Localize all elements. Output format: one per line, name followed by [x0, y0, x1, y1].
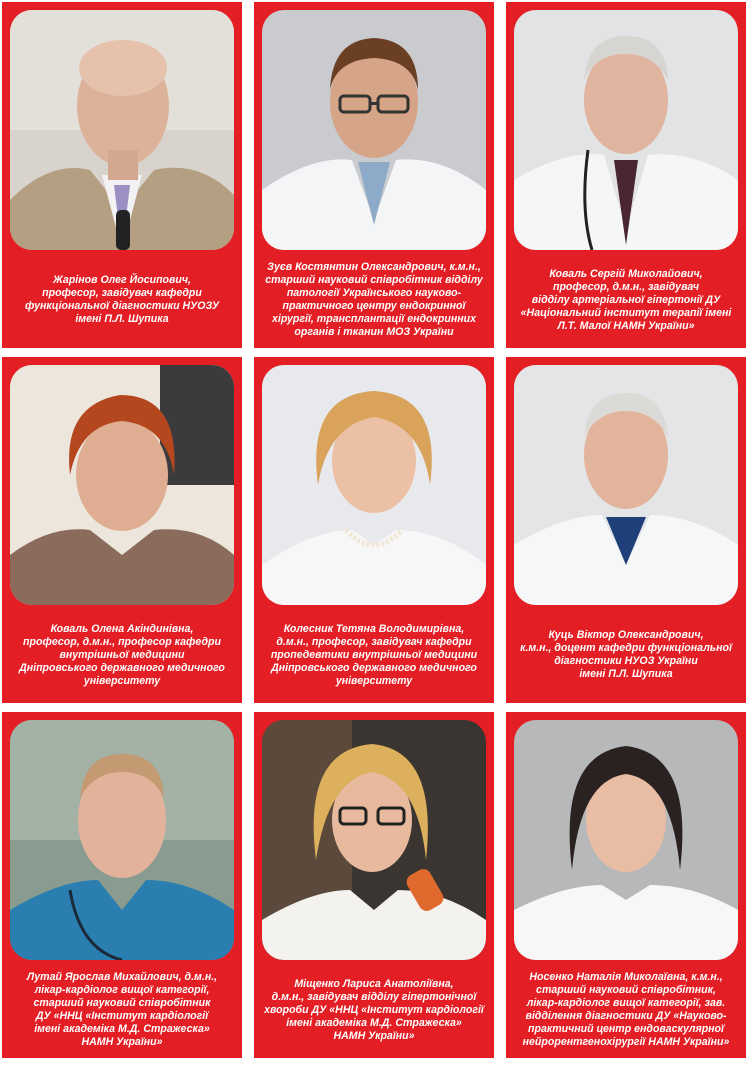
speaker-text-1 — [25, 274, 219, 326]
speaker-caption-6 — [516, 613, 736, 697]
speaker-photo-1 — [10, 10, 234, 250]
speaker-card-1 — [2, 2, 242, 348]
speaker-line: д.м.н., професор, завідувач кафедри — [276, 635, 472, 648]
speaker-caption-2 — [264, 258, 484, 342]
speaker-text-4 — [19, 623, 225, 688]
speaker-line: Л.Т. Малої НАМН України» — [557, 319, 695, 332]
speaker-line: професор, д.м.н., професор кафедри — [23, 635, 221, 648]
speaker-line: практичного центру ендокринної — [282, 300, 466, 312]
speaker-photo-7 — [10, 720, 234, 960]
speaker-line: хвороби ДУ «ННЦ «Інститут кардіології — [264, 1003, 484, 1016]
speaker-line: відділу артеріальної гіпертонії ДУ — [531, 293, 721, 306]
speaker-card-5 — [254, 357, 494, 703]
speaker-caption-1 — [12, 258, 232, 342]
speaker-line: внутрішньої медицини — [59, 648, 185, 661]
speaker-line: функціональної діагностики НУОЗУ — [24, 300, 220, 312]
speaker-text-2 — [265, 261, 483, 339]
speaker-line: Коваль Сергій Миколайович, — [549, 267, 703, 280]
speaker-photo-5 — [262, 365, 486, 605]
speaker-line: Колесник Тетяна Володимирівна, — [283, 622, 465, 635]
speaker-line: старший науковий співробітник відділу — [265, 274, 483, 286]
speaker-line: Зуєв Костянтин Олександрович, к.м.н., — [267, 261, 481, 273]
speaker-photo-4 — [10, 365, 234, 605]
speaker-line: НАМН України» — [81, 1036, 163, 1048]
speaker-line: імені П.Л. Шупика — [75, 313, 169, 325]
speaker-caption-3 — [516, 258, 736, 342]
speaker-card-7 — [2, 712, 242, 1058]
speaker-card-3 — [506, 2, 746, 348]
speaker-text-9 — [523, 971, 730, 1049]
speaker-text-7 — [27, 971, 217, 1049]
speaker-card-4 — [2, 357, 242, 703]
speaker-line: д.м.н., завідувач відділу гіпертонічної — [271, 990, 477, 1003]
speaker-photo-6 — [514, 365, 738, 605]
speaker-line: професор, завідувач кафедри — [42, 287, 202, 299]
speaker-line: «Національний інститут терапії імені — [520, 306, 732, 319]
speaker-caption-8 — [264, 968, 484, 1052]
speaker-photo-8 — [262, 720, 486, 960]
speaker-caption-5 — [264, 613, 484, 697]
speaker-line: імені академіка М.Д. Стражеска» — [34, 1023, 210, 1035]
speaker-text-5 — [271, 623, 477, 688]
speaker-card-6 — [506, 357, 746, 703]
speaker-line: Жарінов Олег Йосипович, — [52, 274, 192, 286]
speaker-line: імені академіка М.Д. Стражеска» — [286, 1016, 462, 1029]
speaker-line: НАМН України» — [333, 1029, 415, 1042]
speaker-line: старший науковий співробітник — [33, 997, 211, 1009]
speaker-line: Дніпровського державного медичного — [271, 661, 477, 674]
speaker-line: пропедевтики внутрішньої медицини — [270, 648, 478, 661]
speaker-line: лікар-кардіолог вищої категорії, — [34, 984, 210, 996]
speaker-line: хірургії, трансплантації ендокринних — [271, 313, 476, 325]
speaker-line: Носенко Наталія Миколаївна, к.м.н., — [529, 971, 723, 983]
speaker-photo-9 — [514, 720, 738, 960]
speaker-line: практичний центр ендоваскулярної — [528, 1023, 724, 1035]
speaker-line: університету — [83, 674, 161, 687]
speaker-line: к.м.н., доцент кафедри функціональної — [520, 642, 732, 654]
speaker-line: нейрорентгенохірургії НАМН України» — [522, 1036, 730, 1048]
speaker-line: університету — [335, 674, 413, 687]
speaker-line: Коваль Олена Акіндинівна, — [50, 622, 194, 635]
speaker-line: діагностики НУОЗ України — [554, 655, 698, 667]
speaker-text-8 — [264, 978, 484, 1043]
speaker-photo-2 — [262, 10, 486, 250]
speaker-caption-9 — [516, 968, 736, 1052]
speaker-line: імені П.Л. Шупика — [579, 668, 673, 680]
speaker-text-6 — [520, 629, 732, 681]
speaker-line: лікар-кардіолог вищої категорії, зав. — [526, 997, 726, 1009]
speaker-card-8 — [254, 712, 494, 1058]
speaker-line: Куць Віктор Олександрович, — [548, 629, 704, 641]
speaker-line: професор, д.м.н., завідувач — [552, 280, 699, 293]
speaker-card-9 — [506, 712, 746, 1058]
speaker-card-2 — [254, 2, 494, 348]
speaker-line: старший науковий співробітник, — [536, 984, 716, 996]
speaker-line: Міщенко Лариса Анатоліївна, — [294, 977, 454, 990]
speaker-line: органів і тканин МОЗ України — [294, 326, 454, 338]
speaker-caption-4 — [12, 613, 232, 697]
speaker-line: відділення діагностики ДУ «Науково- — [525, 1010, 727, 1022]
speaker-text-3 — [521, 268, 732, 333]
speaker-line: Дніпровського державного медичного — [19, 661, 225, 674]
speaker-photo-3 — [514, 10, 738, 250]
speaker-caption-7 — [12, 968, 232, 1052]
speaker-line: ДУ «ННЦ «Інститут кардіології — [35, 1010, 209, 1022]
speaker-line: патології Українського науково- — [286, 287, 462, 299]
speaker-line: Лутай Ярослав Михайлович, д.м.н., — [26, 971, 218, 983]
